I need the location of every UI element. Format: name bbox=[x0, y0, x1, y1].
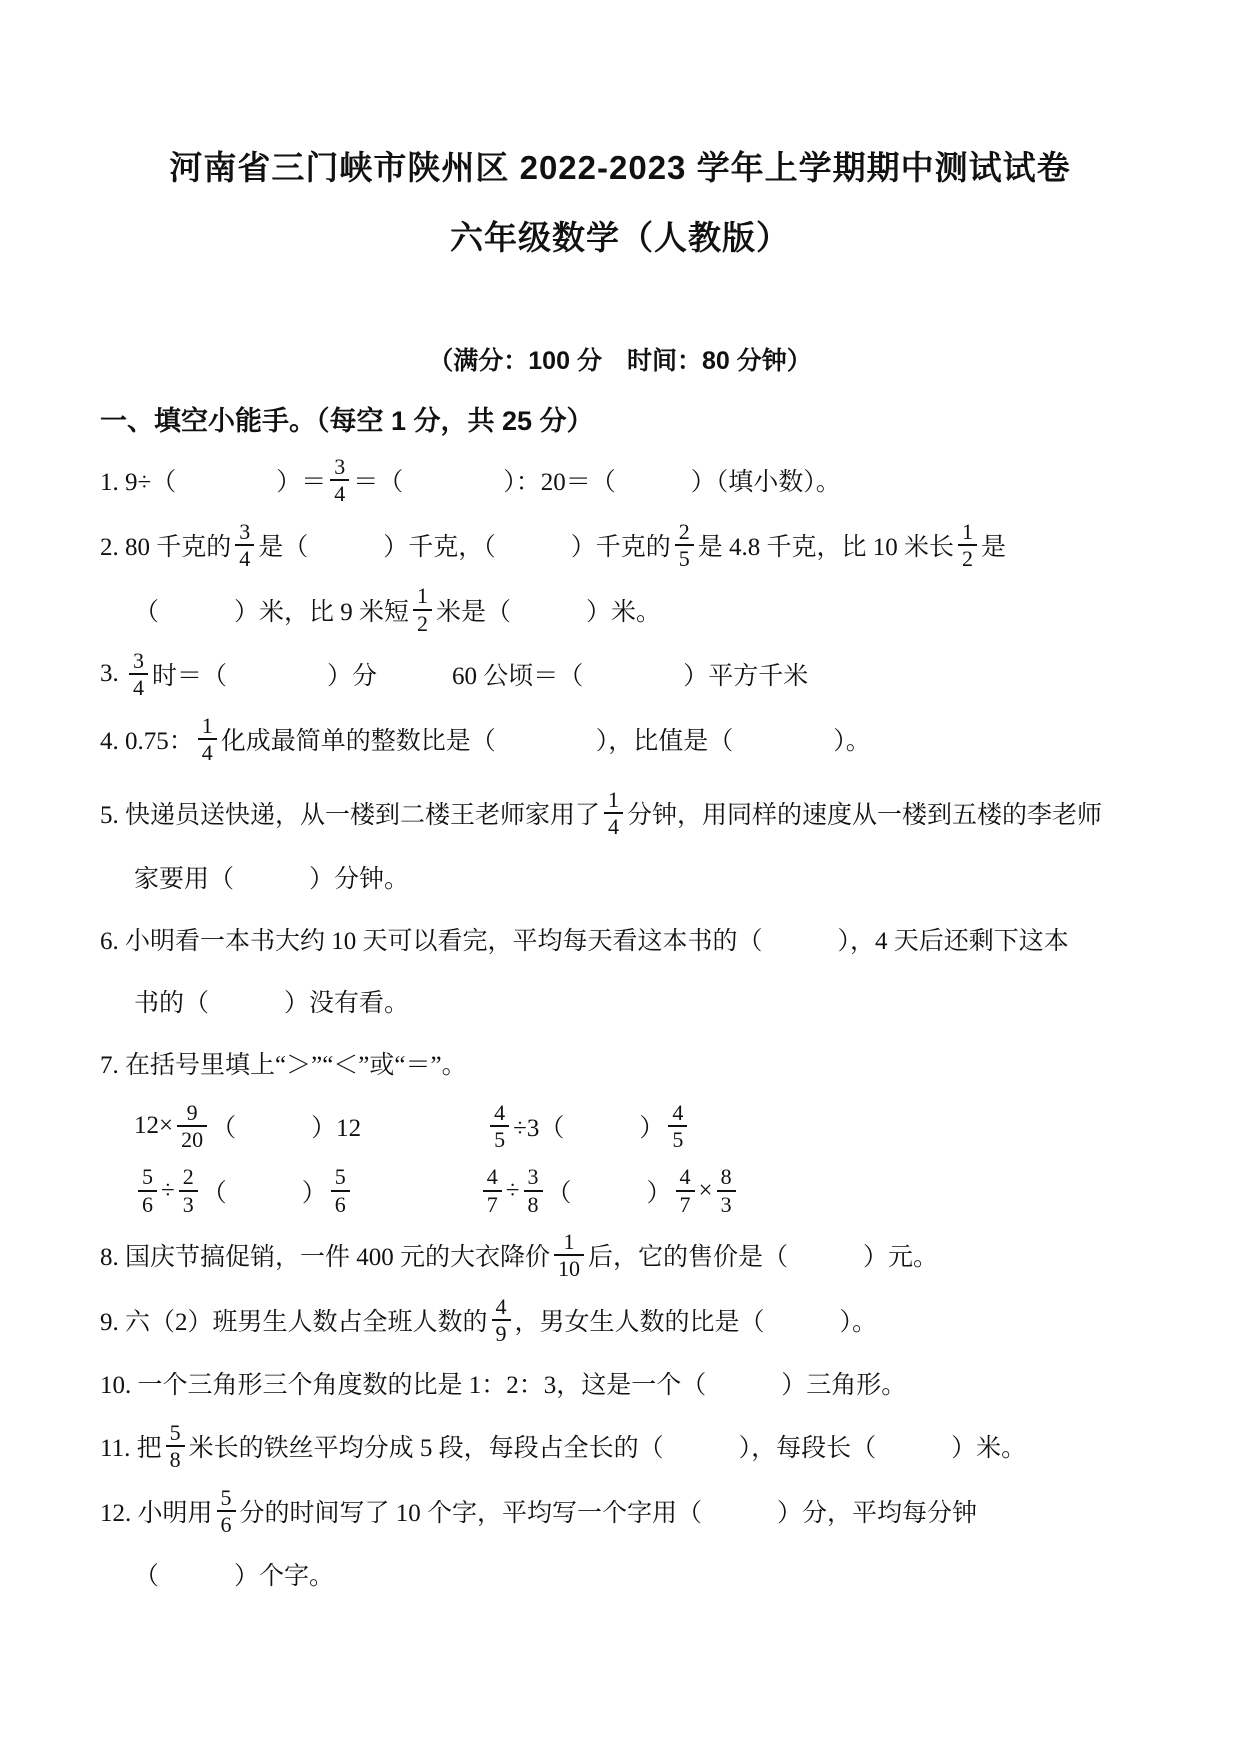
question-3-line-1 bbox=[100, 648, 1140, 701]
fraction-denominator: 2 bbox=[413, 609, 432, 636]
question-5-line-1 bbox=[100, 787, 1140, 840]
fraction-denominator: 5 bbox=[490, 1125, 509, 1152]
fraction-denominator: 3 bbox=[717, 1190, 736, 1217]
fraction-denominator: 6 bbox=[217, 1510, 236, 1537]
fraction-denominator: 2 bbox=[958, 544, 977, 571]
fraction-denominator: 6 bbox=[138, 1190, 157, 1217]
fraction-numerator: 3 bbox=[334, 454, 346, 480]
text-run: 分钟，用同样的速度从一楼到五楼的李老师 bbox=[627, 802, 1103, 830]
fraction bbox=[330, 454, 349, 507]
fraction bbox=[524, 1164, 543, 1217]
text-run: 家要用（ ）分钟。 bbox=[134, 865, 410, 893]
text-run: 9. 六（2）班男生人数占全班人数的 bbox=[100, 1308, 488, 1336]
text-run: 12× bbox=[134, 1112, 174, 1140]
fraction bbox=[331, 1164, 350, 1217]
question-2-line-1 bbox=[100, 519, 1140, 572]
fraction-denominator: 4 bbox=[330, 479, 349, 506]
fraction bbox=[492, 1294, 511, 1347]
fraction-denominator: 9 bbox=[492, 1319, 511, 1346]
text-run: 12. 小明用 bbox=[100, 1500, 213, 1528]
text-run: 7. 在括号里填上“＞”“＜”或“＝”。 bbox=[100, 1051, 467, 1079]
text-run: 是（ ）千克，（ ）千克的 bbox=[258, 534, 671, 562]
text-run: 米长的铁丝平均分成 5 段，每段占全长的（ ），每段长（ ）米。 bbox=[188, 1435, 1027, 1463]
fraction-numerator: 4 bbox=[486, 1164, 498, 1190]
fraction bbox=[675, 519, 694, 572]
fraction-denominator: 10 bbox=[554, 1254, 584, 1281]
text-run: （ ） bbox=[201, 1179, 327, 1207]
fraction-numerator: 4 bbox=[494, 1099, 506, 1125]
text-run: × bbox=[698, 1176, 713, 1204]
text-run: 时＝（ ）分 60 公顷＝（ ）平方千米 bbox=[152, 663, 809, 691]
text-run: （ ）米，比 9 米短 bbox=[134, 598, 410, 626]
text-run: 化成最简单的整数比是（ ），比值是（ ）。 bbox=[220, 727, 871, 755]
fraction bbox=[676, 1164, 695, 1217]
text-run: 3. bbox=[100, 660, 125, 688]
question-11-line-1 bbox=[100, 1420, 1140, 1473]
fraction-numerator: 4 bbox=[679, 1164, 691, 1190]
text-run: 10. 一个三角形三个角度数的比是 1：2：3，这是一个（ ）三角形。 bbox=[100, 1372, 907, 1400]
fraction bbox=[198, 713, 217, 766]
text-run: 4. 0.75： bbox=[100, 727, 194, 755]
question-2-line-2 bbox=[100, 583, 1140, 636]
fill-in-blank-questions bbox=[100, 454, 1140, 1599]
fraction-numerator: 4 bbox=[672, 1099, 684, 1125]
text-run: 后，它的售价是（ ）元。 bbox=[588, 1244, 939, 1272]
fraction-denominator: 7 bbox=[676, 1190, 695, 1217]
fraction-numerator: 3 bbox=[133, 647, 144, 673]
text-run: 米是（ ）米。 bbox=[436, 598, 662, 626]
text-run: ＝（ ）：20＝（ ）（填小数）。 bbox=[353, 469, 841, 497]
text-run: ÷3（ ） bbox=[513, 1115, 665, 1143]
text-run: （ ）个字。 bbox=[134, 1563, 335, 1591]
exam-subtitle: 六年级数学（人教版） bbox=[450, 218, 790, 256]
question-9-line-1 bbox=[100, 1294, 1140, 1347]
fraction bbox=[668, 1100, 687, 1153]
fraction bbox=[179, 1164, 198, 1217]
question-5-line-2 bbox=[100, 852, 1140, 902]
question-12-line-2 bbox=[100, 1549, 1140, 1599]
text-run: 8. 国庆节搞促销，一件 400 元的大衣降价 bbox=[100, 1244, 551, 1272]
text-run: （ ） bbox=[546, 1179, 672, 1207]
text-run: ÷ bbox=[161, 1176, 175, 1204]
section-1-heading: 一、填空小能手。（每空 1 分，共 25 分） bbox=[100, 406, 594, 437]
fraction-numerator: 9 bbox=[186, 1099, 198, 1125]
fraction-denominator: 4 bbox=[604, 812, 623, 839]
fraction-numerator: 1 bbox=[962, 518, 974, 544]
fraction-denominator: 5 bbox=[668, 1125, 687, 1152]
fraction bbox=[217, 1485, 236, 1538]
fraction-numerator: 1 bbox=[417, 583, 429, 609]
text-run: 分的时间写了 10 个字，平均写一个字用（ ）分，平均每分钟 bbox=[239, 1500, 978, 1528]
fraction bbox=[717, 1164, 736, 1217]
text-run: 是 4.8 千克，比 10 米长 bbox=[697, 534, 955, 562]
fraction bbox=[483, 1164, 502, 1217]
text-run: 2. 80 千克的 bbox=[100, 534, 232, 562]
fraction-denominator: 4 bbox=[198, 738, 217, 765]
fraction-denominator: 5 bbox=[675, 544, 694, 571]
question-10-line-1 bbox=[100, 1358, 1140, 1408]
fraction-denominator: 7 bbox=[483, 1190, 502, 1217]
fraction bbox=[166, 1420, 185, 1473]
fraction-numerator: 4 bbox=[495, 1293, 507, 1319]
fraction-denominator: 4 bbox=[129, 673, 148, 700]
exam-meta: （满分：100 分 时间：80 分钟） bbox=[428, 347, 812, 376]
text-run: 11. 把 bbox=[100, 1435, 162, 1463]
question-12-line-1 bbox=[100, 1485, 1140, 1538]
fraction-denominator: 8 bbox=[524, 1190, 543, 1217]
fraction bbox=[129, 648, 148, 701]
question-8-line-1 bbox=[100, 1229, 1140, 1282]
fraction-numerator: 3 bbox=[527, 1164, 539, 1190]
fraction-denominator: 8 bbox=[166, 1445, 185, 1472]
question-7-line-2 bbox=[100, 1100, 1140, 1153]
text-run bbox=[354, 1173, 479, 1209]
fraction bbox=[554, 1229, 584, 1282]
fraction-denominator: 3 bbox=[179, 1190, 198, 1217]
text-run: 书的（ ）没有看。 bbox=[134, 989, 410, 1017]
fraction-numerator: 2 bbox=[182, 1164, 194, 1190]
text-run: 5. 快递员送快递，从一楼到二楼王老师家用了 bbox=[100, 802, 601, 830]
fraction-numerator: 1 bbox=[563, 1228, 575, 1254]
text-run: （ ）12 bbox=[211, 1115, 487, 1143]
question-1-line-1 bbox=[100, 454, 1140, 507]
question-6-line-1 bbox=[100, 914, 1140, 964]
fraction bbox=[604, 787, 623, 840]
fraction bbox=[490, 1100, 509, 1153]
fraction-numerator: 1 bbox=[608, 787, 620, 813]
text-run: 是 bbox=[981, 534, 1007, 562]
fraction-denominator: 4 bbox=[235, 544, 254, 571]
fraction-numerator: 5 bbox=[334, 1164, 346, 1190]
fraction-denominator: 20 bbox=[177, 1125, 207, 1152]
fraction bbox=[138, 1164, 157, 1217]
fraction bbox=[413, 583, 432, 636]
exam-title: 河南省三门峡市陕州区 2022-2023 学年上学期期中测试试卷 bbox=[169, 149, 1071, 186]
question-6-line-2 bbox=[100, 976, 1140, 1026]
fraction bbox=[958, 519, 977, 572]
fraction-numerator: 5 bbox=[220, 1484, 232, 1510]
text-run: 6. 小明看一本书大约 10 天可以看完，平均每天看这本书的（ ），4 天后还剩下这本 bbox=[100, 927, 1069, 955]
question-7-line-1 bbox=[100, 1038, 1140, 1088]
fraction bbox=[235, 519, 254, 572]
fraction-numerator: 3 bbox=[239, 518, 251, 544]
text-run: ÷ bbox=[505, 1176, 520, 1204]
text-run: 1. 9÷（ ）＝ bbox=[100, 469, 327, 497]
fraction-denominator: 6 bbox=[331, 1190, 350, 1217]
fraction-numerator: 5 bbox=[142, 1164, 153, 1190]
question-4-line-1 bbox=[100, 713, 1140, 766]
fraction-numerator: 2 bbox=[678, 518, 690, 544]
question-7-line-3 bbox=[100, 1164, 1140, 1217]
fraction-numerator: 1 bbox=[201, 712, 213, 738]
fraction-numerator: 5 bbox=[169, 1420, 181, 1446]
fraction-numerator: 8 bbox=[720, 1164, 732, 1190]
fraction bbox=[177, 1100, 207, 1153]
text-run: ，男女生人数的比是（ ）。 bbox=[514, 1308, 878, 1336]
